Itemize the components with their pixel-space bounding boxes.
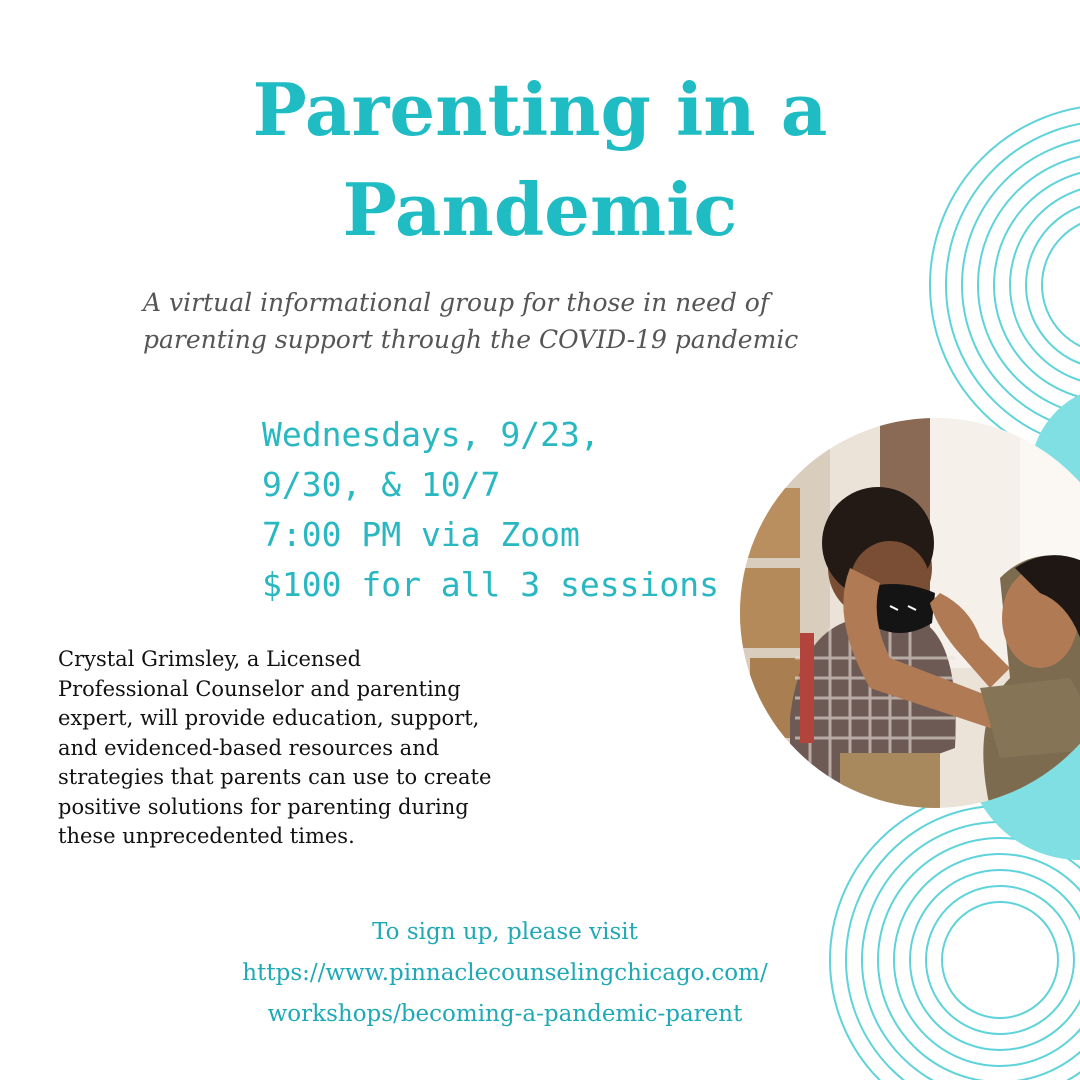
schedule-time: 7:00 PM via Zoom [262,515,580,554]
signup-url-line-1[interactable]: https://www.pinnaclecounselingchicago.com/ [242,960,768,986]
signup-url-line-2[interactable]: workshops/becoming-a-pandemic-parent [267,1001,743,1027]
schedule-price: $100 for all 3 sessions [262,565,719,604]
title-line-1: Parenting in a [252,67,828,152]
signup-intro: To sign up, please visit [372,919,638,945]
signup-block [0,912,1010,1035]
schedule-dates-line-2: 9/30, & 10/7 [262,465,501,504]
schedule-block [262,410,732,610]
counselor-description: Crystal Grimsley, a Licensed Professional Counselor and parenting expert, will provide education, support, and evidenced-based resources and strategies that parents can use to create positive solutions for parenting during these unprecedented times. [58,647,492,848]
parent-child-photo [740,418,1080,808]
title-line-2: Pandemic [342,167,738,252]
flyer-title [0,60,1080,260]
flyer-subtitle: A virtual informational group for those in need of parenting support through the COVID-19 pandemic [143,288,799,354]
schedule-dates-line-1: Wednesdays, 9/23, [262,415,600,454]
